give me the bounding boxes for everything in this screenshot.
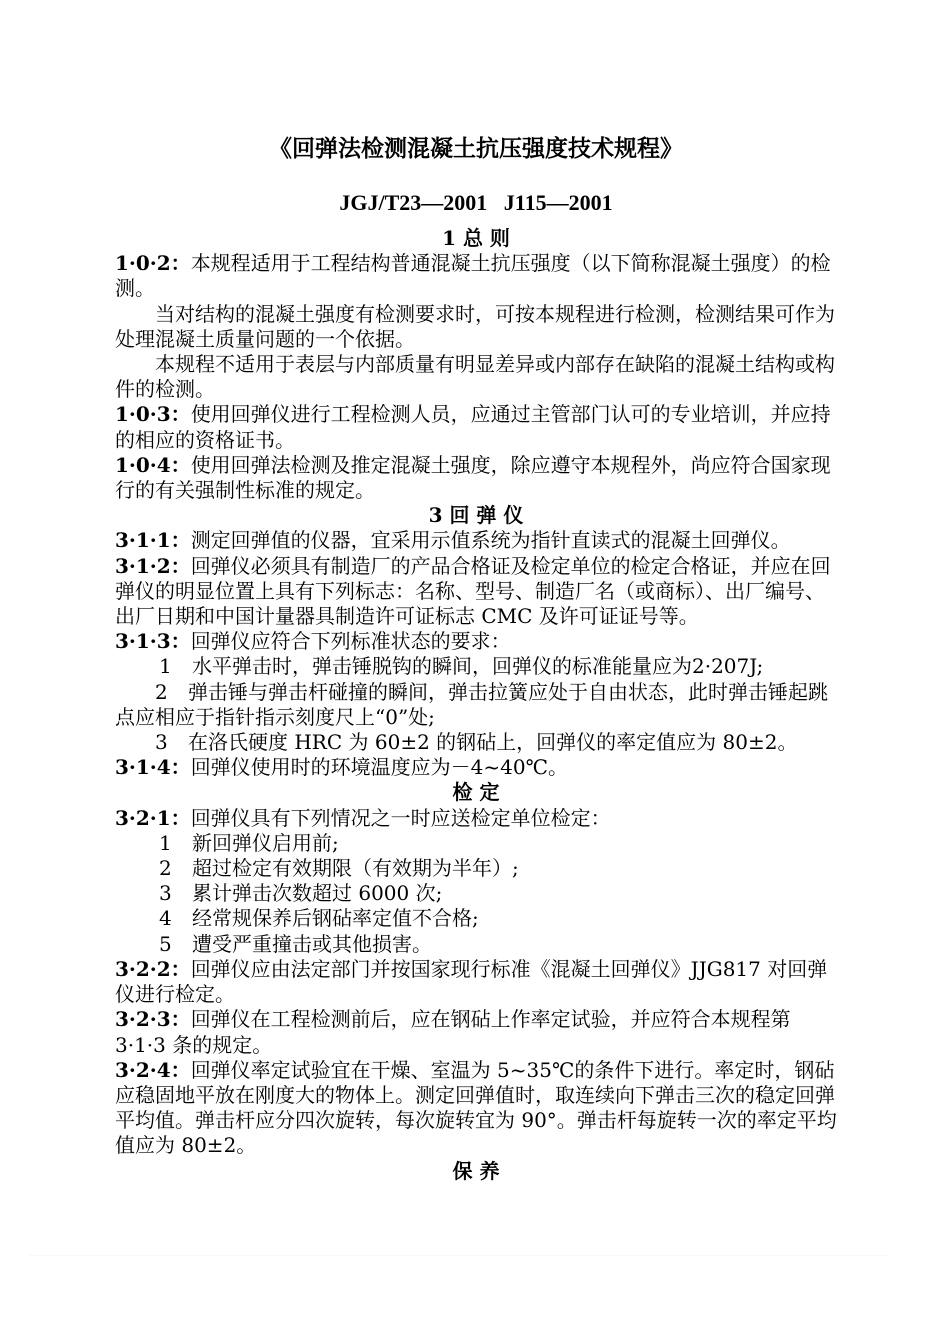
list-item (159, 831, 837, 856)
clause-number: 3·1·1： (115, 528, 191, 553)
list-text: 经常规保养后钢砧率定值不合格; (192, 906, 479, 931)
document-title: 《回弹法检测混凝土抗压强度技术规程》 (269, 135, 683, 162)
clause-3-2-4 (115, 1058, 837, 1159)
clause-number: 3·2·1： (115, 805, 191, 830)
list-text: 弹击锤与弹击杆碰撞的瞬间，弹击拉簧应处于自由状态，此时弹击锤起跳点应相应于指针指示刻度尺上“0”处; (115, 679, 828, 729)
page-divider (30, 1255, 890, 1256)
list-number: 4 (159, 906, 172, 931)
clause-text: 回弹仪应符合下列标准状态的要求： (190, 629, 511, 654)
clause-3-2-3 (115, 1007, 837, 1057)
list-number: 2 (155, 679, 168, 704)
clause-text: 回弹仪率定试验宜在干燥、室温为 5~35℃的条件下进行。率定时，钢砧应稳固地平放在刚度大的物体上。测定回弹值时，取连续向下弹击三次的稳定回弹平均值。弹击杆应分四次旋转，每次旋转宜为 90°。弹击杆每旋转一次的率定平均值应为 80±2。 (115, 1057, 837, 1158)
clause-text: 回弹仪必须具有制造厂的产品合格证及检定单位的检定合格证，并应在回弹仪的明显位置上具有下列标志：名称、型号、制造厂名（或商标）、出厂编号、出厂日期和中国计量器具制造许可证标志 CMC 及许可证证号等。 (115, 553, 831, 629)
clause-number: 1·0·3： (115, 402, 191, 427)
clause-3-2-1 (115, 806, 837, 831)
clause-text: 回弹仪在工程检测前后，应在钢砧上作率定试验，并应符合本规程第 3·1·3 条的规定。 (115, 1007, 791, 1057)
clause-1-0-2 (115, 251, 837, 301)
clause-number: 3·1·2： (115, 553, 191, 578)
clause-3-2-2 (115, 957, 837, 1007)
clause-text: 回弹仪具有下列情况之一时应送检定单位检定： (190, 805, 611, 830)
clause-number: 3·1·4： (115, 755, 191, 780)
clause-number: 3·2·4： (115, 1057, 191, 1082)
clause-1-0-4 (115, 453, 837, 503)
clause-3-1-3 (115, 629, 837, 654)
standard-code: JGJ/T23—2001 J115—2001 (339, 190, 613, 215)
clause-text: 使用回弹法检测及推定混凝土强度，除应遵守本规程外，尚应符合国家现行的有关强制性标准的规定。 (115, 452, 831, 503)
list-number: 5 (159, 931, 172, 956)
clause-text: 回弹仪应由法定部门并按国家现行标准《混凝土回弹仪》JJG817 对回弹仪进行检定。 (115, 956, 828, 1007)
paragraph: 本规程不适用于表层与内部质量有明显差异或内部存在缺陷的混凝土结构或构件的检测。 (115, 352, 835, 402)
chapter-1-heading: 1 总 则 (442, 226, 510, 250)
list-text: 超过检定有效期限（有效期为半年）; (192, 856, 519, 881)
list-number: 2 (159, 856, 172, 881)
paragraph: 当对结构的混凝土强度有检测要求时，可按本规程进行检测，检测结果可作为处理混凝土质量问题的一个依据。 (115, 301, 835, 351)
list-number: 3 (155, 730, 168, 755)
chapter-3-heading: 3 回 弹 仪 (428, 503, 524, 528)
clause-text: 使用回弹仪进行工程检测人员，应通过主管部门认可的专业培训，并应持的相应的资格证书。 (115, 402, 831, 452)
clause-text: 测定回弹值的仪器，宜采用示值系统为指针直读式的混凝土回弹仪。 (190, 528, 791, 553)
list-text: 水平弹击时，弹击锤脱钩的瞬间，回弹仪的标准能量应为2·207J; (192, 654, 764, 679)
document-body (115, 134, 837, 1184)
clause-number: 3·2·2： (115, 956, 191, 981)
list-item (159, 932, 837, 957)
clause-number: 1·0·2： (115, 251, 191, 276)
clause-number: 1·0·4： (115, 452, 191, 477)
list-number: 3 (159, 881, 172, 906)
list-item (115, 730, 837, 755)
list-text: 新回弹仪启用前; (192, 830, 339, 855)
clause-number: 3·1·3： (115, 629, 191, 654)
clause-3-1-2 (115, 554, 837, 630)
list-item (159, 856, 837, 881)
list-item (159, 654, 837, 679)
section-heading-maintenance: 保 养 (452, 1158, 500, 1183)
clause-text: 本规程适用于工程结构普通混凝土抗压强度（以下简称混凝土强度）的检测。 (115, 251, 831, 301)
list-number: 1 (159, 654, 172, 679)
clause-text: 回弹仪使用时的环境温度应为－4~40℃。 (190, 755, 568, 780)
list-text: 在洛氏硬度 HRC 为 60±2 的钢砧上，回弹仪的率定值应为 80±2。 (188, 730, 798, 755)
clause-3-1-1 (115, 528, 837, 553)
section-heading-verification: 检 定 (452, 780, 500, 805)
list-item (115, 680, 837, 730)
list-item (159, 881, 837, 906)
clause-1-0-3 (115, 402, 837, 452)
list-text: 累计弹击次数超过 6000 次; (192, 881, 443, 906)
list-text: 遭受严重撞击或其他损害。 (192, 931, 432, 956)
clause-number: 3·2·3： (115, 1007, 191, 1032)
clause-3-1-4 (115, 755, 837, 780)
list-number: 1 (159, 830, 172, 855)
list-item (159, 906, 837, 931)
